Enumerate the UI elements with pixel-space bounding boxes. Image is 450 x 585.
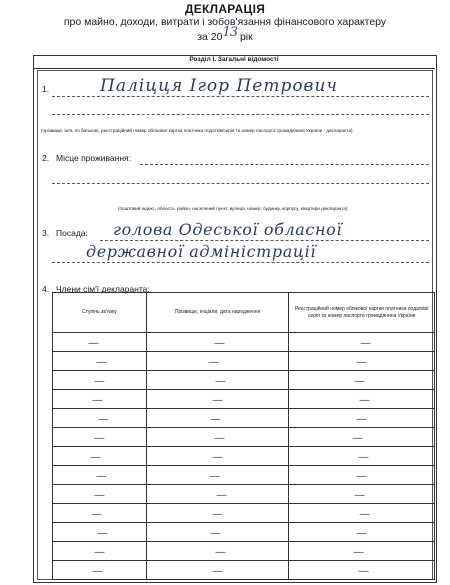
table-cell <box>146 447 289 466</box>
cell-value: — <box>354 490 365 501</box>
cell-value: — <box>360 338 371 349</box>
cell-value: — <box>356 528 367 539</box>
table-cell <box>53 352 147 371</box>
table-header-row <box>53 293 435 333</box>
table-cell <box>53 466 147 485</box>
cell-value: — <box>92 395 103 406</box>
table-cell <box>289 390 435 409</box>
cell-value: — <box>356 471 367 482</box>
document-title: ДЕКЛАРАЦІЯ <box>184 2 266 16</box>
table-cell <box>289 466 435 485</box>
cell-value: — <box>215 376 226 387</box>
table-cell <box>146 485 289 504</box>
table-cell <box>289 352 435 371</box>
column-header-name: Прізвище, ініціали, дата народження <box>146 293 289 333</box>
cell-value: — <box>208 357 219 368</box>
field-1-line-1 <box>52 96 429 97</box>
field-3-position-handwritten-2: державної адміністрації <box>86 242 317 261</box>
cell-value: — <box>94 433 105 444</box>
cell-value: — <box>96 357 107 368</box>
cell-value: — <box>94 490 105 501</box>
cell-value: — <box>356 414 367 425</box>
cell-value: — <box>94 376 105 387</box>
cell-value: — <box>212 509 223 520</box>
table-cell <box>53 447 147 466</box>
cell-value: — <box>358 452 369 463</box>
cell-value: — <box>96 471 107 482</box>
table-cell <box>289 561 435 580</box>
table-cell <box>289 504 435 523</box>
table-cell <box>53 561 147 580</box>
field-2-label: Місце проживання: <box>56 153 131 163</box>
table-row <box>53 561 435 580</box>
cell-value: — <box>215 547 226 558</box>
table-cell <box>289 485 435 504</box>
table-cell <box>53 485 147 504</box>
field-1-line-2 <box>52 114 429 115</box>
table-cell <box>146 466 289 485</box>
cell-value: — <box>98 414 109 425</box>
cell-value: — <box>352 433 363 444</box>
table-cell <box>146 504 289 523</box>
cell-value: — <box>90 452 101 463</box>
table-cell <box>146 561 289 580</box>
cell-value: — <box>359 395 370 406</box>
table-cell <box>146 542 289 561</box>
column-header-id-number: Реєстраційний номер облікової картки платника податків/ серія та номер паспорта громадянина України <box>289 293 435 333</box>
table-row <box>53 466 435 485</box>
cell-value: — <box>210 414 221 425</box>
field-1-number: 1. <box>42 84 50 94</box>
cell-value: — <box>354 376 365 387</box>
table-row <box>53 352 435 371</box>
cell-value: — <box>210 528 221 539</box>
table-row <box>53 523 435 542</box>
cell-value: — <box>358 566 369 577</box>
table-row <box>53 390 435 409</box>
table-row <box>53 485 435 504</box>
table-cell <box>289 428 435 447</box>
table-cell <box>146 390 289 409</box>
cell-value: — <box>353 547 364 558</box>
table-cell <box>146 333 289 352</box>
table-cell <box>146 409 289 428</box>
field-3-line-2 <box>52 262 429 263</box>
field-2-note: (поштовий індекс, область, район, населений пункт, вулиця, номер: будинку, корпусу, квартири декларанта) <box>118 206 348 211</box>
cell-value: — <box>212 452 223 463</box>
table-row <box>53 371 435 390</box>
cell-value: — <box>356 357 367 368</box>
cell-value: — <box>214 433 225 444</box>
cell-value: — <box>209 471 220 482</box>
table-cell <box>289 447 435 466</box>
table-cell <box>53 371 147 390</box>
table-cell <box>53 504 147 523</box>
cell-value: — <box>212 395 223 406</box>
document-subtitle: про майно, доходи, витрати і зобов'язання фінансового характеру <box>63 16 387 28</box>
table-cell <box>146 371 289 390</box>
cell-value: — <box>212 566 223 577</box>
table-row <box>53 542 435 561</box>
field-1-name-handwritten: Паліцця Ігор Петрович <box>100 76 338 96</box>
table-row <box>53 409 435 428</box>
table-cell <box>53 333 147 352</box>
field-3-label: Посада: <box>56 228 88 238</box>
table-row <box>53 428 435 447</box>
year-prefix: за 20 <box>197 31 223 43</box>
table-cell <box>289 542 435 561</box>
document-year-line <box>0 25 450 44</box>
table-row <box>53 333 435 352</box>
field-2-line-1 <box>140 164 429 165</box>
table-cell <box>146 523 289 542</box>
table-cell <box>53 409 147 428</box>
table-cell <box>146 428 289 447</box>
table-cell <box>146 352 289 371</box>
cell-value: — <box>216 490 227 501</box>
year-handwritten: 13 <box>222 25 238 40</box>
field-2-line-2 <box>52 183 429 184</box>
field-3-position-handwritten-1: голова Одеської обласної <box>113 220 343 239</box>
field-3-number: 3. <box>42 228 50 238</box>
cell-value: — <box>214 338 225 349</box>
table-cell <box>53 523 147 542</box>
field-3-line-1 <box>100 240 429 241</box>
table-cell <box>53 542 147 561</box>
table-cell <box>53 428 147 447</box>
field-4-label: Члени сім'ї декларанта: <box>56 284 150 294</box>
column-header-relation: Ступінь зв'язку <box>53 293 147 333</box>
cell-value: — <box>92 566 103 577</box>
table-row <box>53 447 435 466</box>
table-cell <box>289 371 435 390</box>
year-suffix: рік <box>239 31 253 43</box>
table-cell <box>289 523 435 542</box>
table-cell <box>289 409 435 428</box>
table-cell <box>53 390 147 409</box>
cell-value: — <box>88 338 99 349</box>
cell-value: — <box>94 547 105 558</box>
field-4-number: 4. <box>42 284 50 294</box>
family-members-table <box>52 292 435 580</box>
field-2-number: 2. <box>42 153 50 163</box>
cell-value: — <box>91 509 102 520</box>
table-cell <box>289 333 435 352</box>
section-title: Розділ І. Загальні відомості <box>189 56 279 63</box>
cell-value: — <box>97 528 108 539</box>
table-row <box>53 504 435 523</box>
cell-value: — <box>359 509 370 520</box>
field-1-note: (прізвище, ім'я, по батькові, реєстраційний номер облікової картки платника податків/серія та номер паспорта громадянина України - декларанта) <box>41 128 353 133</box>
